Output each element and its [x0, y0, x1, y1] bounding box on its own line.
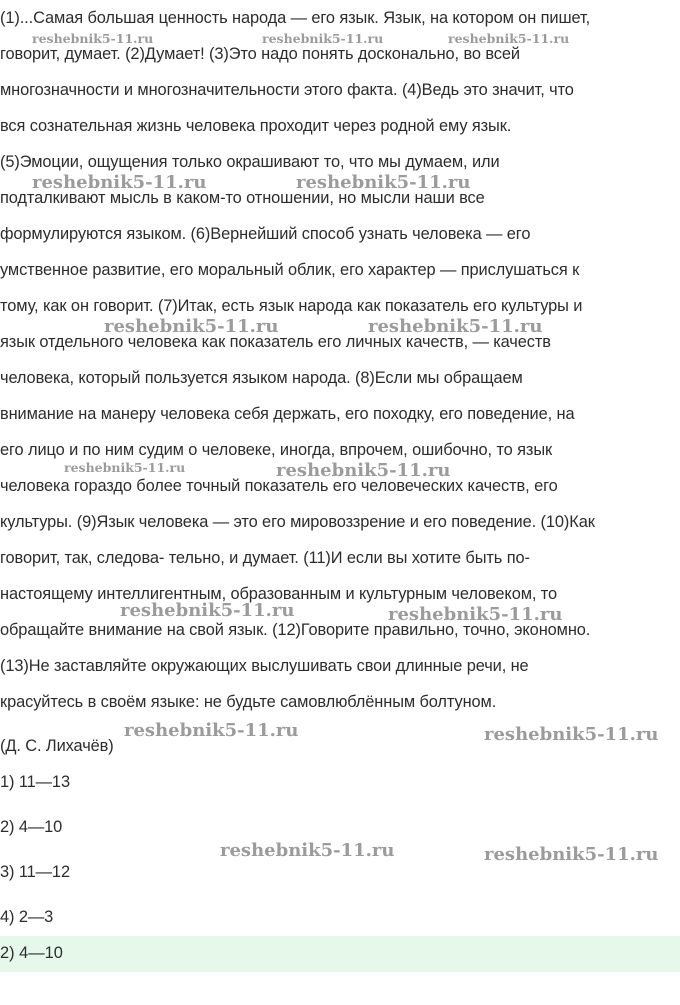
text-line: красуйтесь в своём языке: не будьте самовлюблённым болтуном. — [0, 693, 497, 711]
watermark: reshebnik5-11.ru — [484, 844, 659, 865]
watermark: reshebnik5-11.ru — [276, 460, 451, 481]
text-line: формулируются языком. (6)Вернейший способ узнать человека — его — [0, 225, 531, 243]
text-line: (13)Не заставляйте окружающих выслушивать свои длинные речи, не — [0, 657, 529, 675]
text-line: (5)Эмоции, ощущения только окрашивают то, что мы думаем, или — [0, 153, 500, 171]
watermark: reshebnik5-11.ru — [296, 172, 471, 193]
text-line: язык отдельного человека как показатель его личных качеств, — качеств — [0, 333, 551, 351]
option-2[interactable]: 2) 4—10 — [0, 818, 63, 836]
text-line: внимание на манеру человека себя держать, его походку, его поведение, на — [0, 405, 575, 423]
watermark: reshebnik5-11.ru — [448, 31, 570, 46]
text-line: вся сознательная жизнь человека проходит через родной ему язык. — [0, 117, 512, 135]
text-line: умственное развитие, его моральный облик, его характер — прислушаться к — [0, 261, 580, 279]
text-line: настоящему интеллигентным, образованным и культурным человеком, то — [0, 585, 558, 603]
text-line: (1)...Самая большая ценность народа — его язык. Язык, на котором он пишет, — [0, 9, 591, 27]
watermark: reshebnik5-11.ru — [104, 316, 279, 337]
watermark: reshebnik5-11.ru — [262, 31, 384, 46]
correct-answer: 2) 4—10 — [0, 944, 63, 962]
text-line: обращайте внимание на свой язык. (12)Говорите правильно, точно, экономно. — [0, 621, 591, 639]
text-line: человека, который пользуется языком народа. (8)Если мы обращаем — [0, 369, 523, 387]
watermark: reshebnik5-11.ru — [64, 460, 186, 475]
option-3[interactable]: 3) 11—12 — [0, 863, 70, 881]
text-line: подталкивают мысль в каком-то отношении, но мысли наши все — [0, 189, 485, 207]
watermark: reshebnik5-11.ru — [124, 720, 299, 741]
watermark: reshebnik5-11.ru — [388, 604, 563, 625]
text-line: говорит, думает. (2)Думает! (3)Это надо понять досконально, во всей — [0, 45, 520, 63]
watermark: reshebnik5-11.ru — [484, 724, 659, 745]
watermark: reshebnik5-11.ru — [32, 172, 207, 193]
option-1[interactable]: 1) 11—13 — [0, 773, 70, 791]
text-line: тому, как он говорит. (7)Итак, есть язык народа как показатель его культуры и — [0, 297, 583, 315]
watermark: reshebnik5-11.ru — [220, 840, 395, 861]
watermark: reshebnik5-11.ru — [32, 31, 154, 46]
author-line: (Д. С. Лихачёв) — [0, 737, 114, 755]
text-line: говорит, так, следова- тельно, и думает. (11)И если вы хотите быть по- — [0, 549, 530, 567]
text-line: человека гораздо более точный показатель его человеческих качеств, его — [0, 477, 558, 495]
watermark: reshebnik5-11.ru — [120, 600, 295, 621]
option-4[interactable]: 4) 2—3 — [0, 908, 54, 926]
text-line: культуры. (9)Язык человека — это его мировоззрение и его поведение. (10)Как — [0, 513, 595, 531]
text-line: многозначности и многозначительности этого факта. (4)Ведь это значит, что — [0, 81, 574, 99]
watermark: reshebnik5-11.ru — [368, 316, 543, 337]
text-line: его лицо и по ним судим о человеке, иногда, впрочем, ошибочно, то язык — [0, 441, 553, 459]
correct-answer-row — [0, 936, 680, 972]
